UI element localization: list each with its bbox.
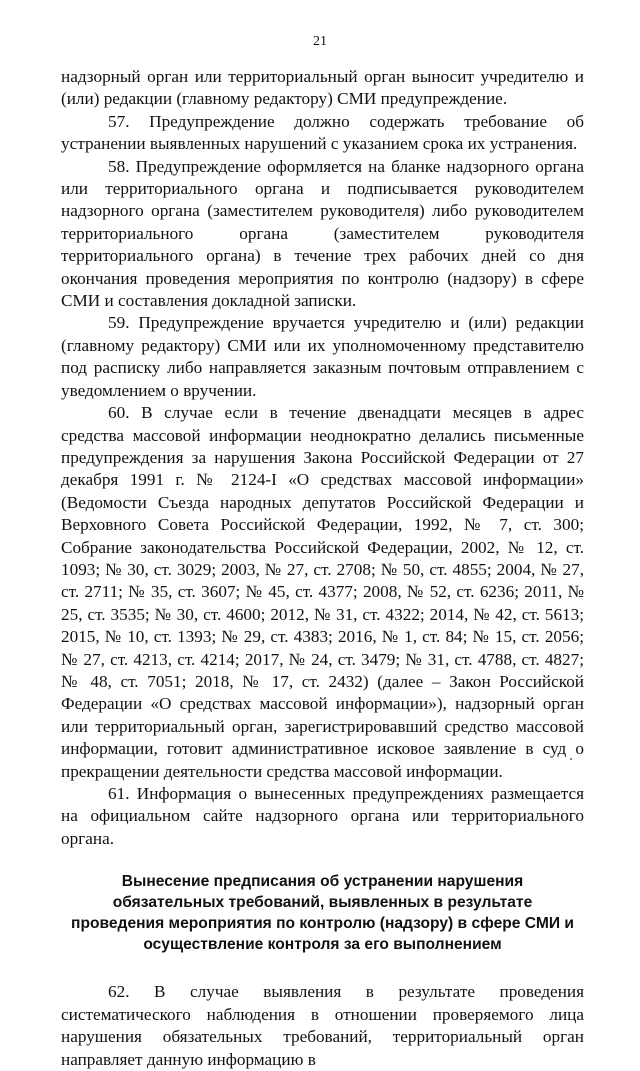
section-heading: Вынесение предписания об устранении нарушения обязательных требований, выявленных в результате проведения мероприятия по контролю (надзору) в сфере СМИ и осуществление контроля за его выполнением	[71, 873, 574, 953]
paragraph-continuation: надзорный орган или территориальный орган выносит учредителю и (или) редакции (главному редактору) СМИ предупреждение.	[61, 67, 584, 109]
document-body	[61, 66, 584, 1071]
paragraph-62: 62. В случае выявления в результате проведения систематического наблюдения в отношении проверяемого лица нарушения обязательных требований, территориальный орган направляет данную информацию в	[61, 982, 584, 1069]
paragraph-58: 58. Предупреждение оформляется на бланке надзорного органа или территориального органа и подписывается руководителем надзорного органа (заместителем руководителя) либо руководителем территориального органа (заместителем руководителя территориального органа) в течение трех рабочих дней со дня окончания проведения мероприятия по контролю (надзору) в сфере СМИ и составления докладной записки.	[61, 156, 584, 311]
paragraph-57: 57. Предупреждение должно содержать требование об устранении выявленных нарушений с указанием срока их устранения.	[61, 111, 584, 154]
paragraph-61: 61. Информация о вынесенных предупреждениях размещается на официальном сайте надзорного органа или территориального органа.	[61, 784, 584, 848]
scan-speck	[570, 758, 572, 760]
paragraph-59: 59. Предупреждение вручается учредителю и (или) редакции (главному редактору) СМИ или их уполномоченному представителю под расписку либо направляется заказным почтовым отправлением с уведомлением о вручении.	[61, 313, 584, 400]
paragraph-60: 60. В случае если в течение двенадцати месяцев в адрес средства массовой информации неоднократно делались письменные предупреждения за нарушения Закона Российской Федерации от 27 декабря 1991 г. № 2124-I «О средствах массовой информации» (Ведомости Съезда народных депутатов Российской Федерации и Верховного Совета Российской Федерации, 1992, № 7, ст. 300; Собрание законодательства Российской Федерации, 2002, № 12, ст. 1093; № 30, ст. 3029; 2003, № 27, ст. 2708; № 50, ст. 4855; 2004, № 27, ст. 2711; № 35, ст. 3607; № 45, ст. 4377; 2008, № 52, ст. 6236; 2011, № 25, ст. 3535; № 30, ст. 4600; 2012, № 31, ст. 4322; 2014, № 42, ст. 5613; 2015, № 10, ст. 1393; № 29, ст. 4383; 2016, № 1, ст. 84; № 15, ст. 2056; № 27, ст. 4213, ст. 4214; 2017, № 24, ст. 3479; № 31, ст. 4788, ст. 4827; № 48, ст. 7051; 2018, № 17, ст. 2432) (далее – Закон Российской Федерации «О средствах массовой информации»), надзорный орган или территориальный орган, зарегистрировавший средство массовой информации, готовит административное исковое заявление в суд о прекращении деятельности средства массовой информации.	[61, 403, 584, 781]
page-number: 21	[313, 34, 327, 49]
